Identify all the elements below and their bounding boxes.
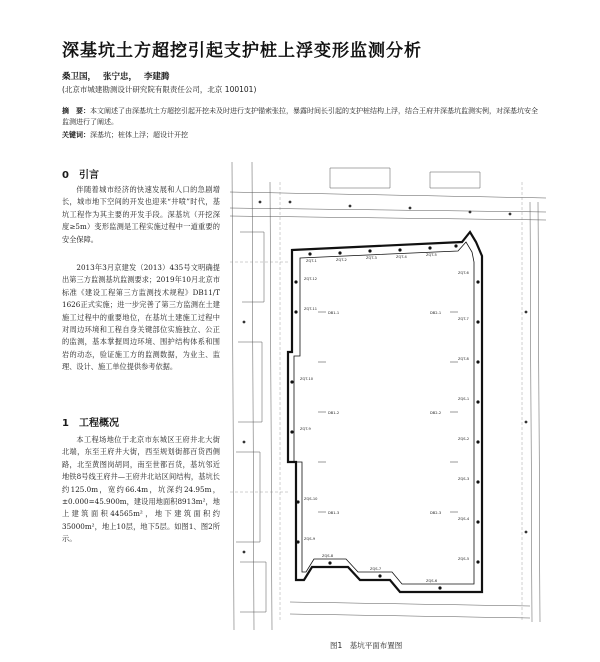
point-label: ZQS-1 <box>458 397 470 401</box>
point-label: DB1-1 <box>328 311 340 315</box>
point-label: ZQS-3 <box>458 477 470 481</box>
abstract-label: 摘 要： <box>62 107 90 115</box>
affiliation: (北京市城建勘测设计研究院有限责任公司，北京 100101) <box>62 85 257 94</box>
point-label: ZQS-2 <box>458 437 470 441</box>
point-label: ZQT-4 <box>396 255 407 259</box>
abstract-text: 本文阐述了由深基坑土方超挖引起开挖未及时进行支护锚索张拉，暴露时间长引起的支护桩结构上浮，结合王府井深基坑监测实例，对深基坑安全监测进行了阐述。 <box>62 107 538 126</box>
point-label: ZQT-2 <box>336 258 347 262</box>
point-label: ZQS-10 <box>304 497 318 501</box>
overview-paragraph: 本工程场地位于北京市东城区王府井北大街北端，东至王府井大街，西至规划街都百货西侧路，北至黄图岗胡同，南至世都百货，基坑邻近地铁8号线王府井—王府井北站区间结构，基坑长约125.0m，宽约66.4m，坑深约24.95m，±0.000=45.900m，建设用地面积8913m²，地上建筑面积44565m²，地下建筑面积约35000m²，地上10层，地下5层。如图1、图2所示。 <box>62 435 220 544</box>
point-label: ZQT-8 <box>458 357 469 361</box>
point-label: ZQT-6 <box>458 271 469 275</box>
point-label: DB2-2 <box>430 411 442 415</box>
point-label: DB1-3 <box>328 511 340 515</box>
section-heading-overview: 1 工程概况 <box>62 418 119 429</box>
point-label: ZQT-9 <box>300 427 311 431</box>
point-label: ZQT-11 <box>304 307 318 311</box>
keywords <box>62 130 188 140</box>
point-label: ZQS-9 <box>304 537 316 541</box>
figure-caption: 图1 基坑平面布置图 <box>330 641 403 650</box>
point-label: ZQS-5 <box>458 557 470 561</box>
abstract <box>62 106 542 128</box>
point-label: ZQT-7 <box>458 317 469 321</box>
point-label: ZQS-7 <box>370 567 382 571</box>
keywords-text: 深基坑；桩体上浮；超设计开挖 <box>90 131 188 139</box>
keywords-label: 关键词： <box>62 131 90 139</box>
section-heading-intro: 0 引言 <box>62 170 99 181</box>
point-label: ZQT-5 <box>426 253 437 257</box>
point-label: ZQT-3 <box>366 256 377 260</box>
point-label: ZQS-8 <box>322 554 334 558</box>
intro-paragraph-1: 伴随着城市经济的快速发展和人口的急剧增长，城市地下空间的开发也迎来“井喷”时代，基坑工程作为其主要的开发手段。深基坑（开挖深度≥5m）变形监测是工程实施过程中一道重要的安全保障。 <box>62 185 220 244</box>
point-label: ZQT-1 <box>306 259 317 263</box>
site-plan-drawing <box>230 162 546 630</box>
point-label: DB2-1 <box>430 311 442 315</box>
point-label: ZQS-6 <box>426 579 438 583</box>
point-label: ZQT-10 <box>300 377 314 381</box>
point-label: ZQT-12 <box>304 277 318 281</box>
intro-paragraph-2: 2013年3月京建发（2013）435号文明确提出第三方监测基坑监测要求；2019年10月北京市标准《建设工程第三方监测技术规程》DB11/T 1626正式实施；进一步完善了第三方监测在土建施工过程中的重要地位，在基坑土建施工过程中对周边环境和工程自身关键部位实施独立、公正的监测，基本掌握周边环境、围护结构体系和围岩的动态，验证施工方的监测数据，为业主、监理、设计、施工单位提供参考依据。 <box>62 263 220 372</box>
author-list: 桑卫国， 张宁忠， 李建腾 <box>62 72 170 82</box>
point-label: DB2-3 <box>430 511 442 515</box>
point-label: ZQS-4 <box>458 517 470 521</box>
site-plan-figure <box>230 162 546 630</box>
paper-title: 深基坑土方超挖引起支护桩上浮变形监测分析 <box>62 41 422 61</box>
point-label: DB1-2 <box>328 411 340 415</box>
